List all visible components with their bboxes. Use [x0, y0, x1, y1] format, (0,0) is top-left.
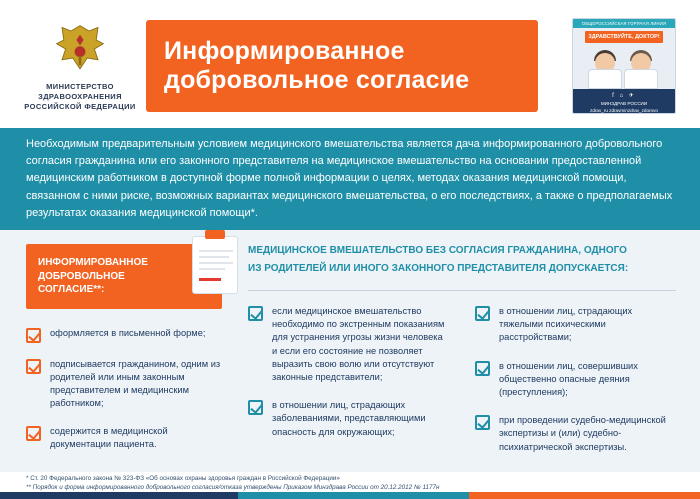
list-item — [26, 358, 222, 411]
consent-lead-box — [26, 244, 222, 309]
ministry-line-3: РОССИЙСКОЙ ФЕДЕРАЦИИ — [24, 102, 136, 112]
list-item — [475, 360, 676, 400]
ministry-block — [24, 22, 136, 112]
list-item-label: оформляется в письменной форме; — [50, 327, 206, 338]
ministry-line-2: ЗДРАВООХРАНЕНИЯ — [38, 92, 122, 102]
list-item-label: в отношении лиц, страдающих заболеваниями, представляющими опасность для окружающих; — [272, 400, 426, 437]
doctors-illustration — [573, 45, 675, 89]
checkmark-icon — [248, 400, 263, 415]
exceptions-heading-line-2: ИЗ РОДИТЕЛЕЙ ИЛИ ИНОГО ЗАКОННОГО ПРЕДСТАВИТЕЛЯ ДОПУСКАЕТСЯ: — [248, 263, 629, 274]
list-item — [475, 414, 676, 454]
checkmark-icon — [475, 415, 490, 430]
hotline-promo-footer-line-1: МИНЗДРАВ РОССИИ — [600, 101, 648, 106]
coat-right — [624, 69, 658, 89]
exceptions-heading-line-1: МЕДИЦИНСКОЕ ВМЕШАТЕЛЬСТВО БЕЗ СОГЛАСИЯ ГРАЖДАНИНА, ОДНОГО — [248, 245, 627, 256]
footnote-2: ** Порядок и форма информированного добровольного согласия/отказа утверждены Приказом Минздрава России от 20.12.2012 № 1177н — [26, 484, 440, 492]
ministry-line-1: МИНИСТЕРСТВО — [46, 82, 114, 91]
hotline-promo-top-text: ОБЩЕРОССИЙСКАЯ ГОРЯЧАЯ ЛИНИЯ — [573, 19, 675, 28]
footer — [0, 472, 700, 499]
checkmark-icon — [26, 359, 41, 374]
list-item — [26, 425, 222, 451]
checkmark-icon — [475, 306, 490, 321]
list-item — [475, 305, 676, 345]
clipboard-icon — [188, 230, 244, 296]
exceptions-column-2 — [475, 305, 676, 469]
checkmark-icon — [26, 426, 41, 441]
intro-band — [0, 128, 700, 230]
consent-properties-list — [26, 327, 222, 452]
list-item — [248, 399, 449, 439]
intro-text: Необходимым предварительным условием медицинского вмешательства является дача информированного добровольного согласия гражданина или его законного представителя на медицинское вмешательство на основании предоставленной медицинским работником в доступной форме полной информации о целях, методах оказания медицинской помощи, связанном с ними риске, возможных вариантах медицинского вмешательства, о его последствиях, а также о предполагаемых результатах оказания медицинской помощи*. — [26, 138, 673, 219]
left-column — [26, 244, 222, 467]
list-item-label: при проведении судебно-медицинской экспертизы и (или) судебно-психиатрической экспертизы. — [499, 415, 666, 452]
list-item-label: в отношении лиц, страдающих тяжелыми психическими расстройствами; — [499, 306, 633, 343]
list-item-label: в отношении лиц, совершивших общественно опасные деяния (преступления); — [499, 360, 638, 397]
list-item-label: содержится в медицинской документации пациента. — [50, 426, 168, 450]
hotline-promo-badge: ЗДРАВСТВУЙТЕ, ДОКТОР! — [585, 31, 663, 43]
right-column — [248, 244, 676, 469]
page-title-line-2: добровольное согласие — [164, 66, 470, 94]
list-item-label: подписывается гражданином, одним из родителей или иным законным представителем и медицинским работником; — [50, 358, 221, 409]
checkmark-icon — [26, 328, 41, 343]
header — [0, 0, 700, 128]
hotline-promo-footer-line-2: zdrav_ru zdravminzdrav_zdorovo — [590, 107, 658, 113]
checkmark-icon — [248, 306, 263, 321]
body-area — [0, 230, 700, 472]
consent-lead-line-2: ДОБРОВОЛЬНОЕ — [38, 270, 125, 282]
list-item — [26, 327, 222, 343]
list-item — [248, 305, 449, 384]
hotline-promo-card — [572, 18, 676, 114]
footnote-1: * Ст. 20 Федерального закона № 323-ФЗ «Об основах охраны здоровья граждан в Российской Федерации» — [26, 475, 340, 482]
coat-left — [588, 69, 622, 89]
checkmark-icon — [475, 361, 490, 376]
social-icons: f ⌂ ✈ — [612, 93, 636, 99]
page-title-line-1: Информированное — [164, 36, 405, 65]
page-title — [146, 20, 538, 112]
consent-lead-line-1: ИНФОРМИРОВАННОЕ — [38, 257, 148, 268]
bottom-color-bar — [0, 492, 700, 499]
divider — [248, 290, 676, 291]
coat-of-arms-icon — [53, 22, 107, 76]
exceptions-column-1 — [248, 305, 449, 469]
consent-lead-line-3: СОГЛАСИЕ**: — [38, 284, 105, 295]
list-item-label: если медицинское вмешательство необходимо по экстренным показаниям для устранения угрозы жизни человека и если его состояние не позволяет выразить свою волю или отсутствуют законные представители; — [272, 306, 445, 382]
hotline-promo-footer — [573, 89, 675, 113]
